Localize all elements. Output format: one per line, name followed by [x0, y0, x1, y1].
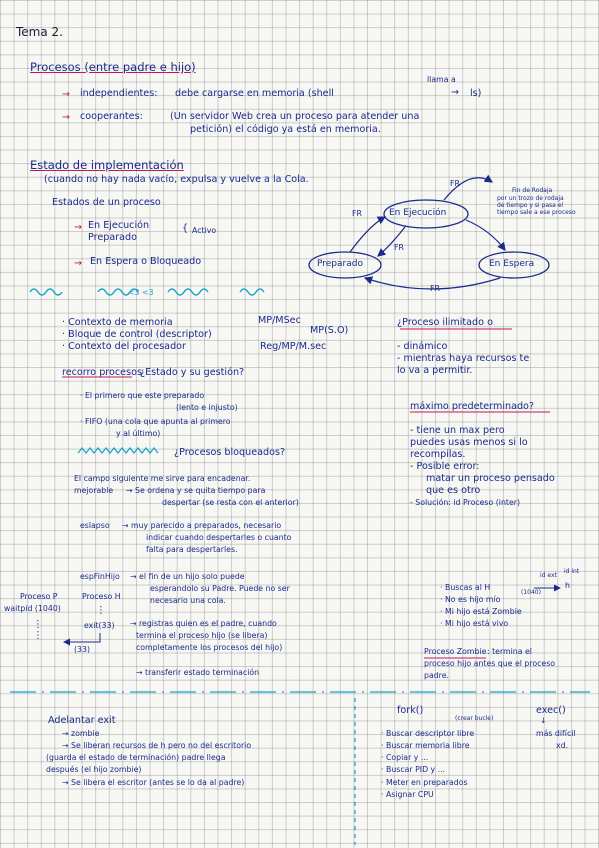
liberan-text-1-inner: Se liberan recursos de h pero no del escritorio	[71, 741, 252, 750]
exec-heading: exec()	[536, 705, 566, 716]
contexto-procesador-val: Reg/MP/M.sec	[260, 341, 327, 352]
coop-label: cooperantes:	[80, 111, 143, 122]
posible-text: - Posible error:	[410, 461, 480, 472]
item-fifo-text: FIFO (una cola que apunta al primero	[84, 417, 231, 426]
bloque-control-label: Bloque de control (descriptor)	[68, 329, 212, 340]
waitpid-label: waitpid (1040)	[4, 604, 61, 613]
transferir-text: → transferir estado terminación	[136, 668, 260, 677]
fork-item: · Buscar descriptor libre	[381, 729, 475, 738]
dots-icon: ⋮	[96, 605, 106, 616]
indep-text: debe cargarse en memoria (shell	[175, 88, 334, 99]
zigzag-divider	[78, 448, 158, 453]
zombie-text-2: proceso hijo antes que el proceso	[424, 659, 556, 668]
edge-ejecucion-espera	[466, 220, 505, 250]
fork-item: · Meter en preparados	[381, 778, 468, 787]
estados-subheading: (cuando no hay nada vacío, expulsa y vuelve a la Cola.	[44, 174, 309, 185]
estados-heading: Estado de implementación	[30, 158, 184, 172]
no-hijo-text: · No es hijo mío	[440, 595, 501, 604]
recorro-procesos: recorro procesos	[62, 367, 142, 378]
vivo-hijo-inner: Mi hijo está vivo	[444, 619, 509, 628]
page-title: Tema 2.	[16, 25, 63, 39]
bloque-control: · Bloque de control (descriptor)	[62, 329, 212, 340]
en-ejecucion-label: En Ejecución	[88, 220, 150, 231]
eslapso-text-1-inner: muy parecido a preparados, necesario	[131, 521, 282, 530]
item-primero-note: (lento e injusto)	[176, 403, 238, 412]
fork-item-text: Buscar PID y ...	[385, 765, 446, 774]
bloqueados-heading: ¿Procesos bloqueados?	[174, 447, 286, 458]
espfin-text-1-inner: el fin de un hijo solo puede	[139, 572, 245, 581]
fork-heading: fork()	[397, 705, 424, 716]
diagram-espera-label: En Espera	[489, 259, 535, 269]
dots-icon: ⋮ ⋮	[33, 619, 43, 641]
tiene-text-2: puedes usas menos si lo	[410, 437, 528, 448]
activo-label: Activo	[192, 226, 217, 235]
fr-label: FR	[394, 243, 404, 252]
fr-label: FR	[352, 209, 362, 218]
liberan-text-2: (guarda el estado de terminación) padre llega	[46, 753, 226, 762]
registras-text-1: → registras quien es el padre, cuando	[130, 619, 277, 628]
fork-item: · Buscar memoria libre	[381, 741, 470, 750]
exec-note-1: más difícil	[536, 729, 576, 738]
fork-item: · Asignar CPU	[381, 790, 434, 799]
libera-text-4-inner: Se libera el escritor (antes se lo da al padre)	[71, 778, 245, 787]
exec-note-2: xd.	[556, 741, 569, 750]
h-target: h	[565, 581, 570, 590]
fr-label: FR	[450, 179, 460, 188]
arrow-icon: →	[74, 258, 83, 269]
buscas-text-inner: Buscas al H	[444, 583, 491, 592]
transferir-text-inner: transferir estado terminación	[145, 668, 260, 677]
return-value: (33)	[74, 645, 91, 654]
mejorable-text-1: → Se ordena y se quita tiempo para	[126, 486, 266, 495]
tiene-text-3: recompilas.	[410, 449, 466, 460]
ilimitado-heading: ¿Proceso ilimitado o	[397, 317, 493, 328]
mejorable-text-1-inner: Se ordena y se quita tiempo para	[135, 486, 266, 495]
en-espera-label: En Espera o Bloqueado	[90, 256, 202, 267]
fork-item-text: Copiar y ...	[385, 753, 429, 762]
zombie-hijo-inner: Mi hijo está Zombie	[444, 607, 522, 616]
llama-note: llama a	[427, 75, 456, 84]
zombie-item-inner: zombie	[71, 729, 100, 738]
coop-text-1: (Un servidor Web crea un proceso para atender una	[170, 111, 420, 122]
eslapso-text-1: → muy parecido a preparados, necesario	[122, 521, 282, 530]
registras-text-3: completamente los procesos del hijo)	[136, 643, 283, 652]
h-1040: (1040)	[521, 589, 541, 596]
campo-text: El campo siguiente me sirve para encadenar.	[74, 474, 251, 483]
buscas-text: · Buscas al H	[440, 583, 491, 592]
fork-item-text: Buscar descriptor libre	[385, 729, 475, 738]
exit-label: exit(33)	[84, 621, 115, 630]
indep-label: independientes:	[80, 88, 158, 99]
mientras-text-1: - mientras haya recursos te	[397, 353, 530, 364]
proceso-p-label: Proceso P	[20, 592, 58, 601]
item-fifo: · FIFO (una cola que apunta al primero	[80, 417, 231, 426]
arrow-icon: →	[62, 112, 71, 123]
espfin-text-2: esperandolo su Padre. Puede no ser	[150, 584, 290, 593]
proceso-h-label: Proceso H	[82, 592, 121, 601]
contexto-memoria-val: MP/MSec	[258, 315, 301, 326]
contexto-memoria-label: Contexto de memoria	[68, 317, 173, 328]
fork-item: · Buscar PID y ...	[381, 765, 446, 774]
liberan-text-3: después (el hijo zombie)	[46, 765, 142, 774]
fr-note: de tiempo y si pasa el	[497, 202, 564, 209]
contexto-procesador-label: Contexto del procesador	[68, 341, 186, 352]
estados-title: Estados de un proceso	[52, 197, 161, 208]
vivo-hijo-text: · Mi hijo está vivo	[440, 619, 509, 628]
zombie-hijo-text: · Mi hijo está Zombie	[440, 607, 522, 616]
idint-label: id int	[564, 568, 580, 575]
registras-text-2: termina el proceso hijo (se libera)	[136, 631, 268, 640]
arrow-icon: →	[74, 222, 83, 233]
ls-text: ls)	[470, 88, 482, 99]
no-hijo-inner: No es hijo mío	[444, 595, 501, 604]
procesos-heading: Procesos (entre padre e hijo)	[30, 60, 196, 74]
libera-text-4: → Se libera el escritor (antes se lo da al padre)	[62, 778, 245, 787]
zombie-item: → zombie	[62, 729, 100, 738]
fr-note: Fin de Rodaja	[512, 187, 553, 194]
contexto-memoria: · Contexto de memoria	[62, 317, 173, 328]
zombie-text-1: : termina el	[487, 647, 532, 656]
diagram-ejecucion-label: En Ejecución	[389, 208, 447, 218]
item-fifo-note: y al último)	[116, 429, 161, 438]
item-primero-text: El primero que este preparado	[84, 391, 205, 400]
mientras-text-2: lo va a permitir.	[397, 365, 473, 376]
fork-item: · Copiar y ...	[381, 753, 429, 762]
fr-note: por un trozo de rodaja	[497, 195, 564, 202]
brace-icon: {	[182, 223, 189, 234]
dinamico-text: - dinámico	[397, 341, 448, 352]
mejorable-label: mejorable	[74, 486, 114, 495]
arrow-icon: →	[62, 89, 71, 100]
espfin-text-1: → el fin de un hijo solo puede	[130, 572, 245, 581]
return-arrow	[64, 633, 100, 642]
eslapso-text-3: falta para despertarles.	[146, 545, 238, 554]
matar-text-2: que es otro	[426, 485, 481, 496]
registras-text-1-inner: registras quien es el padre, cuando	[139, 619, 277, 628]
contexto-procesador: · Contexto del procesador	[62, 341, 186, 352]
tiene-text-1: - tiene un max pero	[410, 425, 505, 436]
fr-note: tiempo sale a ese proceso	[497, 209, 576, 216]
coop-text-2: petición) el código ya está en memoria.	[190, 124, 381, 135]
fr-label: FR	[430, 284, 440, 293]
fork-item-text: Buscar memoria libre	[385, 741, 470, 750]
zombie-text-3: padre.	[424, 671, 449, 680]
espfin-text-3: necesario una cola.	[150, 596, 226, 605]
liberan-text-1: → Se liberan recursos de h pero no del escritorio	[62, 741, 252, 750]
down-arrow-icon: ↓	[540, 716, 547, 725]
espfinhijo-label: espFinHijo	[80, 572, 120, 581]
idext-label: id ext	[540, 572, 557, 579]
fork-item-text: Asignar CPU	[385, 790, 434, 799]
fork-item-text: Meter en preparados	[385, 778, 468, 787]
maximo-heading: máximo predeterminado?	[410, 401, 535, 412]
solucion-text: - Solución: id Proceso (inter)	[410, 498, 520, 507]
item-primero: · El primero que este preparado	[80, 391, 205, 400]
diagram-preparado-label: Preparado	[317, 259, 363, 269]
zombie-title: Proceso Zombie	[424, 647, 487, 656]
mejorable-text-2: despertar (se resta con el anterior)	[162, 498, 299, 507]
matar-text-1: matar un proceso pensado	[426, 473, 555, 484]
estado-gestion: ¿Estado y su gestión?	[140, 367, 245, 378]
adelantar-heading: Adelantar exit	[48, 715, 116, 726]
bloque-control-val: MP(S.O)	[310, 325, 349, 336]
eslapso-label: eslapso	[80, 521, 110, 530]
eslapso-text-2: indicar cuando despertarles o cuanto	[146, 533, 292, 542]
fork-note: (crear bucle)	[455, 715, 494, 722]
edge-preparado-ejecucion	[350, 217, 385, 252]
heart-divider: <3 <3	[128, 288, 154, 297]
preparado-label: Preparado	[88, 232, 138, 243]
arrow-icon: →	[451, 87, 460, 98]
